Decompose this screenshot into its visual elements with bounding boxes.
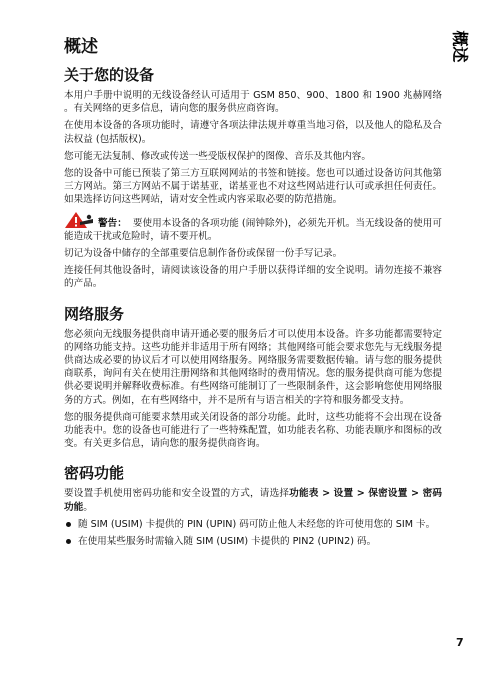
network-paragraph: 您必须向无线服务提供商申请开通必要的服务后才可以使用本设备。许多功能都需要特定的网络功能支持。这些功能并非适用于所有网络；其他网络可能会要求您先与无线服务提供商达成必要的协议后才可以使用网络服务。网络服务需要数据传输。请与您的服务提供商联系，询问有关在使用注册网络和其他网络时的费用情况。您的服务提供商可能为您提供必要说明并解释收费标准。有些网络可能制订了一些限制条件，这会影响您使用网络服务的方式。例如，在有些网络中，并不是所有与语言相关的字符和服务都受支持。 xyxy=(64,328,442,406)
page-content xyxy=(64,36,442,552)
side-chapter-tab xyxy=(448,22,474,70)
page-title: 概述 xyxy=(64,37,98,57)
device-section-heading: 关于您的设备 xyxy=(64,66,155,84)
warning-note xyxy=(64,211,442,243)
list-item xyxy=(64,535,442,548)
network-paragraph: 您的服务提供商可能要求禁用或关闭设备的部分功能。此时，这些功能将不会出现在设备功能表中。您的设备也可能进行了一些特殊配置，如功能表名称、功能表顺序和图标的改变。有关更多信息，请向您的服务提供商咨询。 xyxy=(64,411,442,450)
password-intro-end: 。 xyxy=(83,501,93,513)
bullet-icon xyxy=(66,539,71,544)
device-paragraph: 本用户手册中说明的无线设备经认可适用于 GSM 850、900、1800 和 1900 兆赫网络 。有关网络的更多信息，请向您的服务供应商咨询。 xyxy=(64,90,442,115)
password-section-heading: 密码功能 xyxy=(64,464,125,483)
device-paragraph: 在使用本设备的各项功能时，请遵守各项法律法规并尊重当地习俗，以及他人的隐私及合法权益 (包括版权)。 xyxy=(64,120,442,145)
menu-path: 功能表 > 设置 > 保密设置 > 密码功能 xyxy=(64,488,442,513)
warning-icon xyxy=(64,211,94,229)
password-intro xyxy=(64,487,442,513)
device-paragraph: 切记为设备中储存的全部重要信息制作备份或保留一份手写记录。 xyxy=(64,248,343,260)
bullet-icon xyxy=(66,522,71,527)
password-section xyxy=(64,463,442,548)
network-section-heading: 网络服务 xyxy=(64,304,125,323)
network-section xyxy=(64,304,442,451)
password-intro-text: 要设置手机使用密码功能和安全设置的方式，请选择 xyxy=(64,488,290,500)
list-item-text: 随 SIM (USIM) 卡提供的 PIN (UPIN) 码可防止他人未经您的许可使用您的 SIM 卡。 xyxy=(78,518,436,530)
warning-label: 警告： xyxy=(98,217,127,229)
list-item xyxy=(64,518,442,531)
device-paragraph: 您的设备中可能已预装了第三方互联网网站的书签和链接。您也可以通过设备访问其他第三方网站。第三方网站不属于诺基亚，诺基亚也不对这些网站进行认可或承担任何责任。如果选择访问这些网站，请对安全性或内容采取必要的防范措施。 xyxy=(64,168,442,206)
device-paragraph: 连接任何其他设备时，请阅读该设备的用户手册以获得详细的安全说明。请勿连接不兼容的产品。 xyxy=(64,265,442,290)
list-item-text: 在使用某些服务时需输入随 SIM (USIM) 卡提供的 PIN2 (UPIN2) 码。 xyxy=(78,536,377,548)
warning-text: 要使用本设备的各项功能 (闹钟除外)，必须先开机。当无线设备的使用可能造成干扰或危险时，请不要开机。 xyxy=(64,217,442,242)
device-section xyxy=(64,65,442,291)
side-chapter-label: 概述 xyxy=(450,29,470,63)
device-paragraph: 您可能无法复制、修改或传送一些受版权保护的图像、音乐及其他内容。 xyxy=(64,150,371,162)
page-number: 7 xyxy=(456,636,464,649)
